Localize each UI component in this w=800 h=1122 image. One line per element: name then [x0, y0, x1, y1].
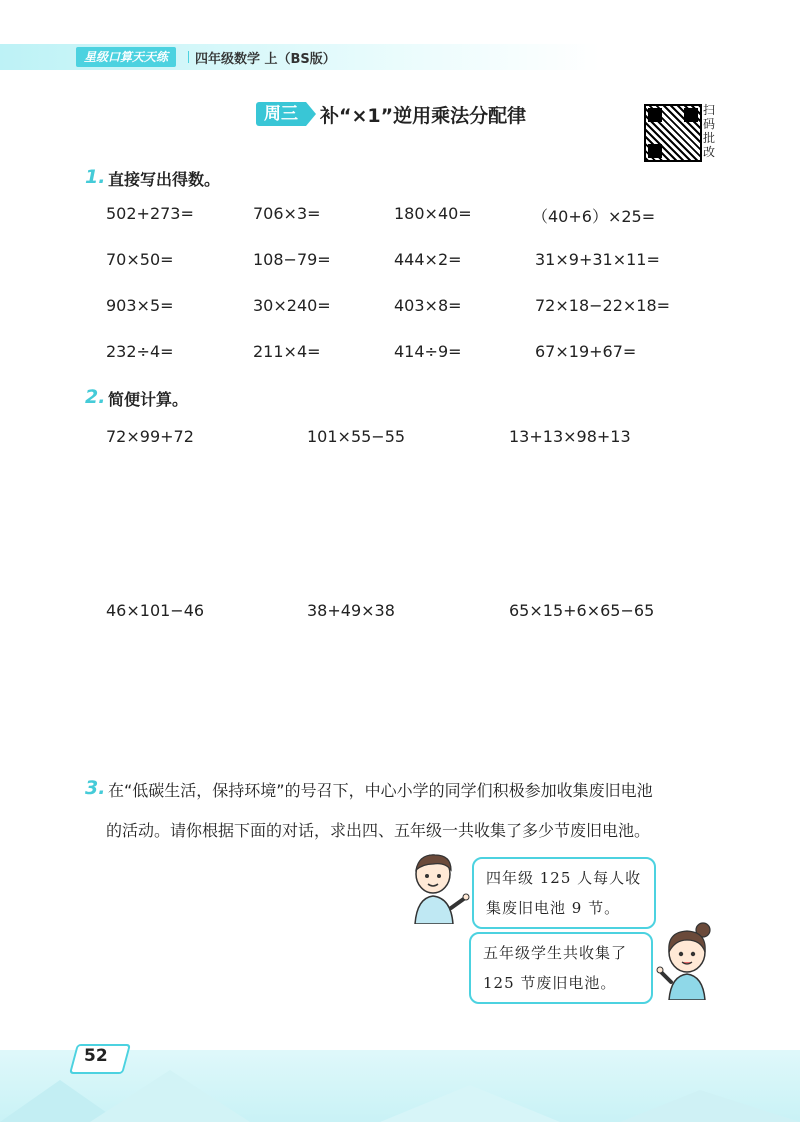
bubble-grade5-line-1: 五年级学生共收集了 — [483, 944, 628, 962]
day-badge-arrow — [306, 102, 316, 126]
section3-number: 3. — [85, 777, 106, 799]
problem-4-3: 414÷9= — [394, 342, 462, 361]
word-problem-line-2: 的活动。请你根据下面的对话，求出四、五年级一共收集了多少节废旧电池。 — [106, 821, 651, 840]
qr-label: 扫码批改 — [703, 103, 716, 159]
section2-title: 简便计算。 — [108, 390, 189, 409]
problem-4-2: 211×4= — [253, 342, 321, 361]
speech-bubble-grade4 — [472, 857, 656, 929]
problem-4-4: 67×19+67= — [535, 342, 637, 361]
simplify-problem-3: 13+13×98+13 — [509, 427, 631, 446]
simplify-problem-1: 72×99+72 — [106, 427, 194, 446]
header-divider — [188, 51, 189, 63]
problem-2-2: 108−79= — [253, 250, 331, 269]
bubble-grade4-line-2: 集废旧电池 9 节。 — [486, 899, 621, 917]
bubble-grade5-line-2: 125 节废旧电池。 — [483, 974, 617, 992]
simplify-problem-5: 38+49×38 — [307, 601, 395, 620]
qr-code[interactable] — [644, 104, 702, 162]
boy-illustration — [405, 852, 471, 924]
section2-number: 2. — [85, 386, 106, 408]
series-brand: 星级口算天天练 — [76, 47, 176, 67]
bubble-grade4-line-1: 四年级 125 人每人收 — [486, 869, 642, 887]
problem-1-2: 706×3= — [253, 204, 321, 223]
simplify-problem-2: 101×55−55 — [307, 427, 406, 446]
problem-3-3: 403×8= — [394, 296, 462, 315]
problem-2-3: 444×2= — [394, 250, 462, 269]
page-title: 补“×1”逆用乘法分配律 — [320, 105, 527, 127]
problem-3-1: 903×5= — [106, 296, 174, 315]
section1-title: 直接写出得数。 — [108, 170, 221, 189]
problem-3-4: 72×18−22×18= — [535, 296, 671, 315]
simplify-problem-4: 46×101−46 — [106, 601, 205, 620]
speech-bubble-grade5 — [469, 932, 653, 1004]
problem-1-3: 180×40= — [394, 204, 472, 223]
problem-2-4: 31×9+31×11= — [535, 250, 660, 269]
section1-number: 1. — [85, 166, 106, 188]
page-number: 52 — [84, 1046, 108, 1066]
problem-2-1: 70×50= — [106, 250, 174, 269]
girl-illustration — [655, 920, 717, 1000]
problem-1-4: （40+6）×25= — [532, 207, 656, 226]
day-badge: 周三 — [256, 102, 306, 126]
problem-3-2: 30×240= — [253, 296, 331, 315]
book-title: 四年级数学 上（BS版） — [195, 52, 336, 67]
problem-1-1: 502+273= — [106, 204, 194, 223]
simplify-problem-6: 65×15+6×65−65 — [509, 601, 655, 620]
word-problem-line-1: 在“低碳生活，保持环境”的号召下，中心小学的同学们积极参加收集废旧电池 — [108, 781, 653, 800]
problem-4-1: 232÷4= — [106, 342, 174, 361]
